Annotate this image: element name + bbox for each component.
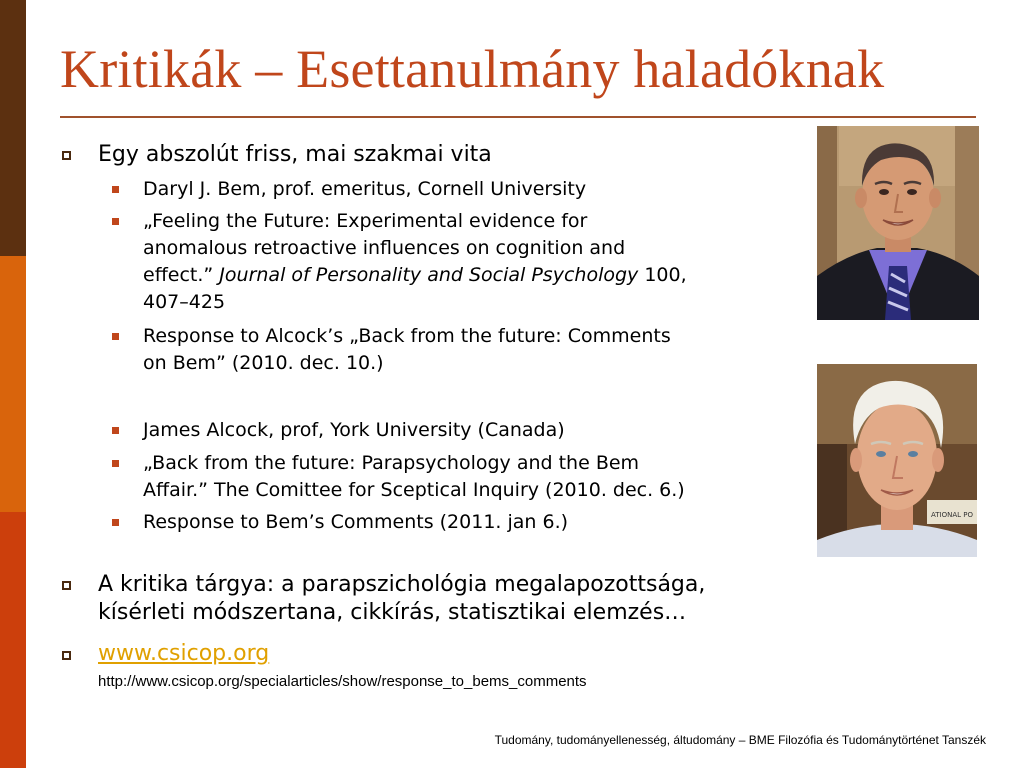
title-underline [60,116,976,118]
paper-line-2: anomalous retroactive influences on cognition and [143,237,626,259]
paper-effect-text: effect.” [143,264,220,286]
portrait-alcock-drawing [817,364,977,557]
sub-bullet-marker-5 [112,460,119,467]
bullet-1-text: Egy abszolút friss, mai szakmai vita [98,142,492,167]
sub-bullet-marker-6 [112,519,119,526]
bullet-square-1 [62,151,71,160]
response-line-1: Response to Alcock’s „Back from the future: Comments [143,325,671,347]
bullet-3-text [98,640,269,668]
sub-bullet-bem: Daryl J. Bem, prof. emeritus, Cornell University [143,178,587,200]
article-url: http://www.csicop.org/specialarticles/show/response_to_bems_comments [98,673,587,690]
sub-bullet-response-alcock [143,323,671,377]
paper-volume: 100, [638,264,687,286]
bullet-square-2 [62,581,71,590]
sub-bullet-paper [143,208,687,316]
slide-title: Kritikák – Esettanulmány haladóknak [60,39,885,99]
background-sign-text: ATIONAL PO [931,511,973,519]
sub-bullet-marker-2 [112,218,119,225]
portrait-bem [817,126,979,320]
back-line-2: Affair.” The Comittee for Sceptical Inquiry (2010. dec. 6.) [143,479,685,501]
sub-bullet-marker-3 [112,333,119,340]
sub-bullet-response-bem: Response to Bem’s Comments (2011. jan 6.) [143,511,569,533]
paper-line-3 [143,262,687,289]
bullet-square-3 [62,651,71,660]
paper-line-1: „Feeling the Future: Experimental evidence for [143,210,588,232]
csicop-link[interactable]: www.csicop.org [98,641,270,666]
sub-bullet-marker-4 [112,427,119,434]
portrait-alcock [817,364,977,557]
bullet-2-line-2: kísérleti módszertana, cikkírás, statisztikai elemzés… [98,600,687,625]
sub-bullet-back-from-future [143,450,685,504]
sub-bullet-alcock: James Alcock, prof, York University (Canada) [143,419,565,441]
footer-text: Tudomány, tudományellenesség, áltudomány – BME Filozófia és Tudománytörténet Tanszék [494,733,986,747]
portrait-bem-drawing [817,126,979,320]
sidebar-band-top [0,0,26,256]
sidebar-decoration [0,0,26,768]
response-line-2: on Bem” (2010. dec. 10.) [143,352,384,374]
journal-title: Journal of Personality and Social Psychology [219,264,639,286]
back-line-1: „Back from the future: Parapsychology and the Bem [143,452,640,474]
bullet-2-line-1: A kritika tárgya: a parapszichológia megalapozottsága, [98,572,706,597]
sidebar-band-middle [0,256,26,512]
sidebar-band-bottom [0,512,26,768]
bullet-2-text [98,571,705,627]
paper-line-4: 407–425 [143,291,226,313]
sub-bullet-marker-1 [112,186,119,193]
